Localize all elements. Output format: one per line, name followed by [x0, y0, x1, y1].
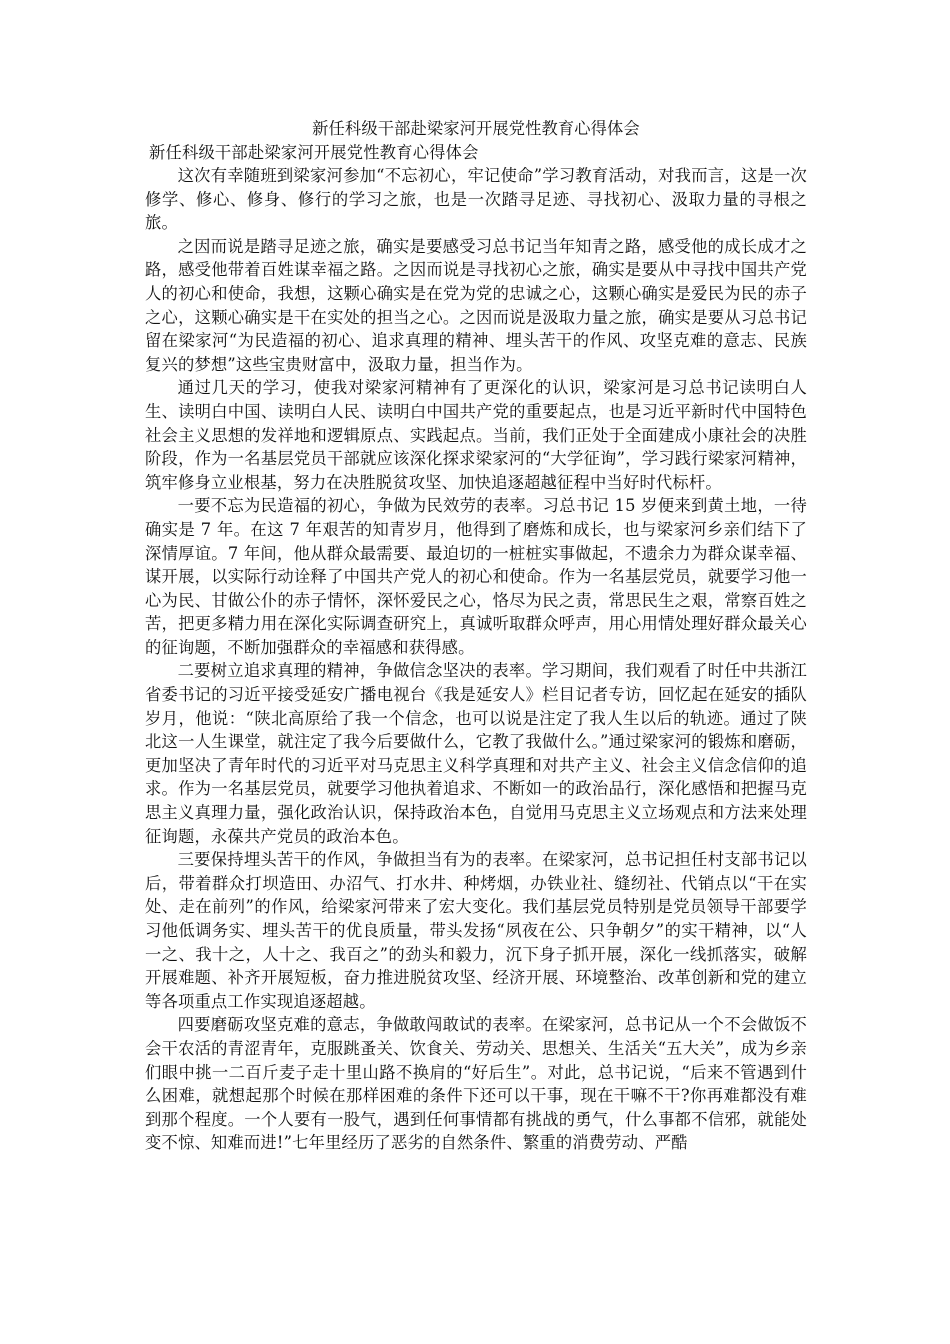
document-page [145, 118, 807, 1155]
paragraph-point-three: 三要保持埋头苦干的作风，争做担当有为的表率。在梁家河，总书记担任村支部书记以后，带着群众打坝造田、办沼气、打水井、种烤烟，办铁业社、缝纫社、代销点以“干在实处、走在前列”的作风，给梁家河带来了宏大变化。我们基层党员特别是党员领导干部要学习他低调务实、埋头苦干的优良质量，带头发扬“夙夜在公、只争朝夕”的实干精神，以“人一之、我十之，人十之、我百之”的劲头和毅力，沉下身子抓开展，深化一线抓落实，破解开展难题、补齐开展短板，奋力推进脱贫攻坚、经济开展、环境整治、改革创新和党的建立等各项重点工作实现追逐超越。 [145, 850, 807, 1011]
document-subtitle: 新任科级干部赴梁家河开展党性教育心得体会 [149, 143, 479, 162]
paragraph-study: 通过几天的学习，使我对梁家河精神有了更深化的认识，梁家河是习总书记读明白人生、读明白中国、读明白人民、读明白中国共产党的重要起点，也是习近平新时代中国特色社会主义思想的发祥地和逻辑原点、实践起点。当前，我们正处于全面建成小康社会的决胜阶段，作为一名基层党员干部就应该深化探求梁家河的“大学征询”，学习践行梁家河精神，筑牢修身立业根基，努力在决胜脱贫攻坚、加快追逐超越征程中当好时代标杆。 [145, 378, 807, 492]
paragraph-intro: 这次有幸随班到梁家河参加“不忘初心，牢记使命”学习教育活动，对我而言，这是一次修学、修心、修身、修行的学习之旅，也是一次踏寻足迹、寻找初心、汲取力量的寻根之旅。 [145, 166, 807, 233]
paragraph-journey: 之因而说是踏寻足迹之旅，确实是要感受习总书记当年知青之路，感受他的成长成才之路，感受他带着百姓谋幸福之路。之因而说是寻找初心之旅，确实是要从中寻找中国共产党人的初心和使命，我想，这颗心确实是在党为党的忠诚之心，这颗心确实是爱民为民的赤子之心，这颗心确实是干在实处的担当之心。之因而说是汲取力量之旅，确实是要从习总书记留在梁家河“为民造福的初心、追求真理的精神、埋头苦干的作风、攻坚克难的意志、民族复兴的梦想”这些宝贵财富中，汲取力量，担当作为。 [145, 236, 807, 374]
document-title: 新任科级干部赴梁家河开展党性教育心得体会 [312, 119, 640, 138]
paragraph-point-two: 二要树立追求真理的精神，争做信念坚决的表率。学习期间，我们观看了时任中共浙江省委书记的习近平接受延安广播电视台《我是延安人》栏目记者专访，回忆起在延安的插队岁月，他说：“陕北高原给了我一个信念，也可以说是注定了我人生以后的轨迹。通过了陕北这一人生课堂，就注定了我今后要做什么，它教了我做什么。”通过梁家河的锻炼和磨砺，更加坚决了青年时代的习近平对马克思主义科学真理和对共产主义、社会主义信念信仰的追求。作为一名基层党员，就要学习他执着追求、不断如一的政治品行，深化感悟和把握马克思主义真理力量，强化政治认识，保持政治本色，自觉用马克思主义立场观点和方法来处理征询题，永葆共产党员的政治本色。 [145, 661, 807, 846]
paragraph-point-one: 一要不忘为民造福的初心，争做为民效劳的表率。习总书记 15 岁便来到黄土地，一待确实是 7 年。在这 7 年艰苦的知青岁月，他得到了磨炼和成长，也与梁家河乡亲们结下了深情厚谊。7 年间，他从群众最需要、最迫切的一桩桩实事做起，不遗余力为群众谋幸福、谋开展，以实际行动诠释了中国共产党人的初心和使命。作为一名基层党员，就要学习他一心为民、甘做公仆的赤子情怀，深怀爱民之心，恪尽为民之责，常思民生之艰，常察百姓之苦，把更多精力用在深化实际调查研究上，真诚听取群众呼声，用心用情处理好群众最关心的征询题，不断加强群众的幸福感和获得感。 [145, 496, 807, 657]
paragraph-point-four: 四要磨砺攻坚克难的意志，争做敢闯敢试的表率。在梁家河，总书记从一个不会做饭不会干农活的青涩青年，克服跳蚤关、饮食关、劳动关、思想关、生活关“五大关”，成为乡亲们眼中挑一二百斤麦子走十里山路不换肩的“好后生”。对此，总书记说，“后来不管遇到什么困难，就想起那个时候在那样困难的条件下还可以干事，现在干嘛不干?你再难都没有难到那个程度。一个人要有一股气，遇到任何事情都有挑战的勇气，什么事都不信邪，就能处变不惊、知难而进!”七年里经历了恶劣的自然条件、繁重的消费劳动、严酷 [145, 1015, 807, 1153]
